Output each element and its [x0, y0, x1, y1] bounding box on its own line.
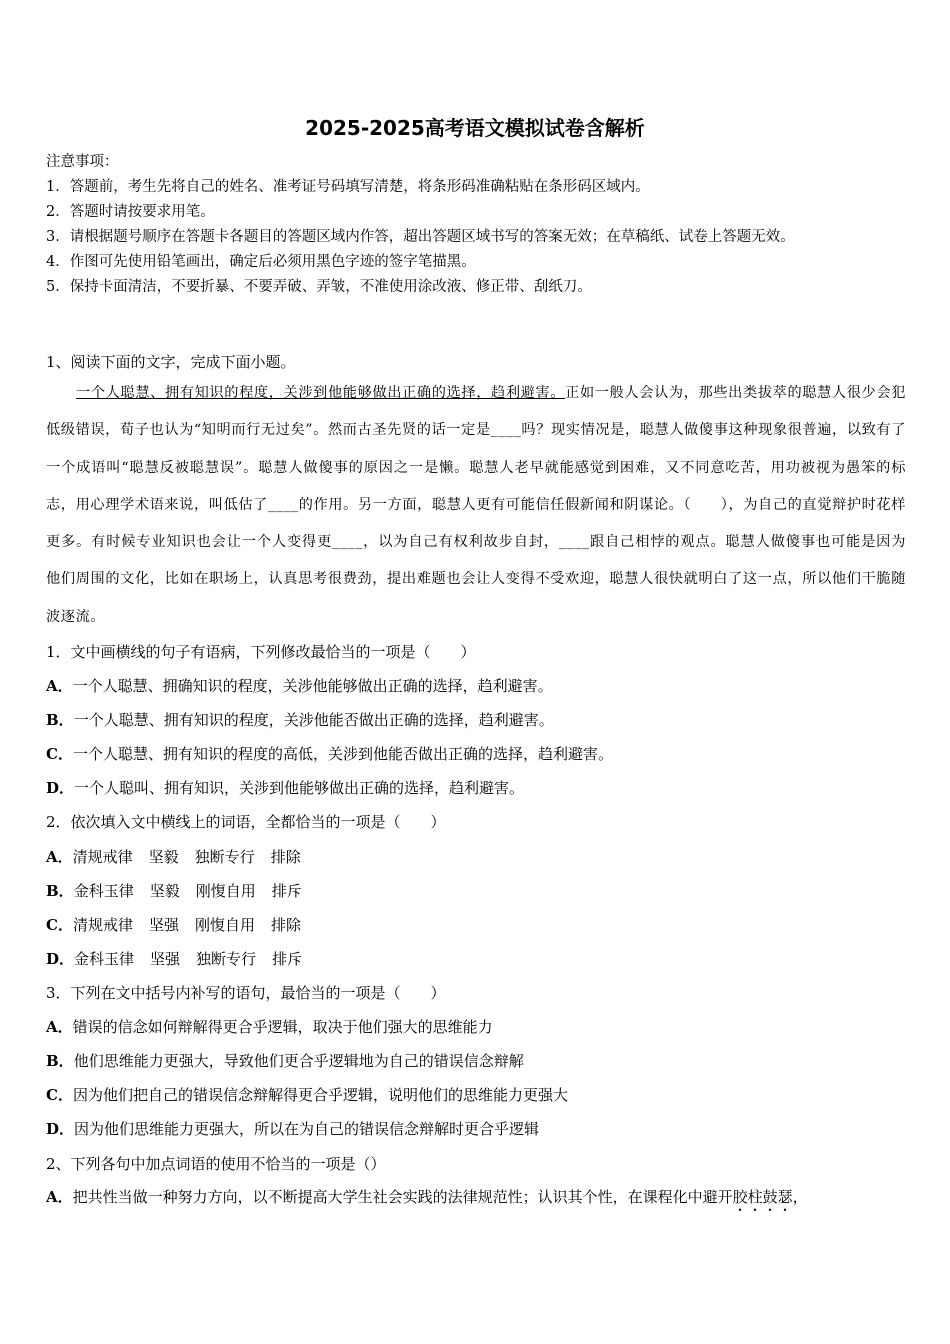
option-b[interactable]	[46, 882, 910, 900]
option-word: 坚强	[148, 916, 179, 934]
option-c[interactable]	[46, 1086, 910, 1104]
option-word: 金科玉律	[74, 950, 135, 968]
option-label: D．	[46, 1120, 75, 1138]
dotted-phrase: 胶柱鼓瑟	[732, 1188, 793, 1206]
option-a[interactable]	[46, 677, 910, 695]
option-label: D．	[46, 779, 75, 797]
option-word: 刚愎自用	[194, 916, 255, 934]
underlined-sentence: 一个人聪慧、拥有知识的程度，关涉到他能够做出正确的选择，趋利避害。	[76, 385, 566, 401]
option-label: C．	[46, 745, 73, 763]
option-d[interactable]	[46, 1120, 910, 1138]
option-label: B．	[46, 711, 74, 729]
question-stem: 2．依次填入文中横线上的词语，全都恰当的一项是（ ）	[46, 813, 446, 831]
option-word: 清规戒律	[72, 916, 133, 934]
page-title: 2025-2025高考语文模拟试卷含解析	[305, 116, 645, 140]
option-text: 因为他们把自己的错误信念辩解得更合乎逻辑，说明他们的思维能力更强大	[72, 1086, 568, 1104]
option-label: C．	[46, 916, 73, 934]
option-b[interactable]	[46, 711, 910, 729]
option-text: 因为他们思维能力更强大，所以在为自己的错误信念辩解时更合乎逻辑	[74, 1120, 540, 1138]
option-a[interactable]	[46, 1018, 910, 1036]
option-word: 排斥	[271, 882, 302, 900]
section1-intro: 1、阅读下面的文字，完成下面小题。	[46, 353, 296, 371]
notice-item: 3．请根据题号顺序在答题卡各题目的答题区域内作答，超出答题区域书写的答案无效；在草稿纸、试卷上答题无效。	[46, 229, 795, 245]
option-text: 把共性当做一种努力方向，以不断提高大学生社会实践的法律规范性；认识其个性，在课程化中避开	[72, 1188, 733, 1206]
option-text: 一个人聪慧、拥有知识的程度，关涉他能否做出正确的选择，趋利避害。	[73, 711, 554, 729]
option-d[interactable]	[46, 950, 910, 968]
option-text: 他们思维能力更强大，导致他们更合乎逻辑地为自己的错误信念辩解	[73, 1052, 524, 1070]
option-text-end: ，	[792, 1188, 808, 1206]
question-stem: 3．下列在文中括号内补写的语句，最恰当的一项是（ ）	[46, 984, 446, 1002]
option-word: 坚强	[150, 950, 181, 968]
option-text: 一个人聪慧、拥确知识的程度，关涉他能够做出正确的选择，趋利避害。	[72, 677, 553, 695]
option-b[interactable]	[46, 1052, 910, 1070]
option-text: 一个人聪慧、拥有知识的程度的高低，关涉到他能否做出正确的选择，趋利避害。	[72, 745, 613, 763]
option-c[interactable]	[46, 916, 910, 934]
option-word: 排斥	[272, 950, 303, 968]
notice-heading: 注意事项：	[46, 154, 119, 170]
option-text: 一个人聪叫、拥有知识，关涉到他能够做出正确的选择，趋利避害。	[74, 779, 525, 797]
option-label: A．	[46, 848, 73, 866]
notice-item: 5．保持卡面清洁，不要折暴、不要弄破、弄皱，不准使用涂改液、修正带、刮纸刀。	[46, 279, 592, 295]
reading-passage	[46, 375, 906, 636]
passage-body: 正如一般人会认为，那些出类拔萃的聪慧人很少会犯低级错误，荀子也认为“知明而行无过矣”。然而古圣先贤的话一定是____吗？现实情况是，聪慧人做傻事这种现象很普遍，以致有了一个成语叫“聪慧反被聪慧误”。聪慧人做傻事的原因之一是懒。聪慧人老早就能感觉到困难，又不同意吃苦，用功被视为愚笨的标志，用心理学术语来说，叫低估了____的作用。另一方面，聪慧人更有可能信任假新闻和阴谋论。（ ），为自己的直觉辩护时花样更多。有时候专业知识也会让一个人变得更____，以为自己有权利故步自封，____跟自己相悖的观点。聪慧人做傻事也可能是因为他们周围的文化，比如在职场上，认真思考很费劲，提出难题也会让人变得不受欢迎，聪慧人很快就明白了这一点，所以他们干脆随波逐流。	[46, 385, 906, 625]
option-word: 排除	[270, 848, 301, 866]
option-label: B．	[46, 1052, 74, 1070]
option-label: A．	[46, 1018, 73, 1036]
notice-item: 2．答题时请按要求用笔。	[46, 204, 215, 220]
option-word: 坚毅	[149, 882, 180, 900]
notice-item: 1．答题前，考生先将自己的姓名、准考证号码填写清楚，将条形码准确粘贴在条形码区域内。	[46, 179, 650, 195]
section2-intro: 2、下列各句中加点词语的使用不恰当的一项是（）	[46, 1155, 386, 1173]
option-word: 排除	[271, 916, 302, 934]
option-word: 清规戒律	[72, 848, 133, 866]
option-label: D．	[46, 950, 75, 968]
option-label: A．	[46, 677, 73, 695]
option-word: 金科玉律	[73, 882, 134, 900]
question-stem: 1．文中画横线的句子有语病，下列修改最恰当的一项是（ ）	[46, 643, 476, 661]
option-a[interactable]	[46, 1188, 910, 1215]
option-text: 错误的信念如何辩解得更合乎逻辑，取决于他们强大的思维能力	[72, 1018, 493, 1036]
option-word: 独断专行	[194, 848, 255, 866]
option-label: B．	[46, 882, 74, 900]
option-word: 独断专行	[196, 950, 257, 968]
option-word: 刚愎自用	[195, 882, 256, 900]
option-d[interactable]	[46, 779, 910, 797]
option-c[interactable]	[46, 745, 910, 763]
option-label: C．	[46, 1086, 73, 1104]
notice-item: 4．作图可先使用铅笔画出，确定后必须用黑色字迹的签字笔描黑。	[46, 254, 476, 270]
option-word: 坚毅	[148, 848, 179, 866]
option-a[interactable]	[46, 848, 910, 866]
option-label: A．	[46, 1188, 73, 1206]
